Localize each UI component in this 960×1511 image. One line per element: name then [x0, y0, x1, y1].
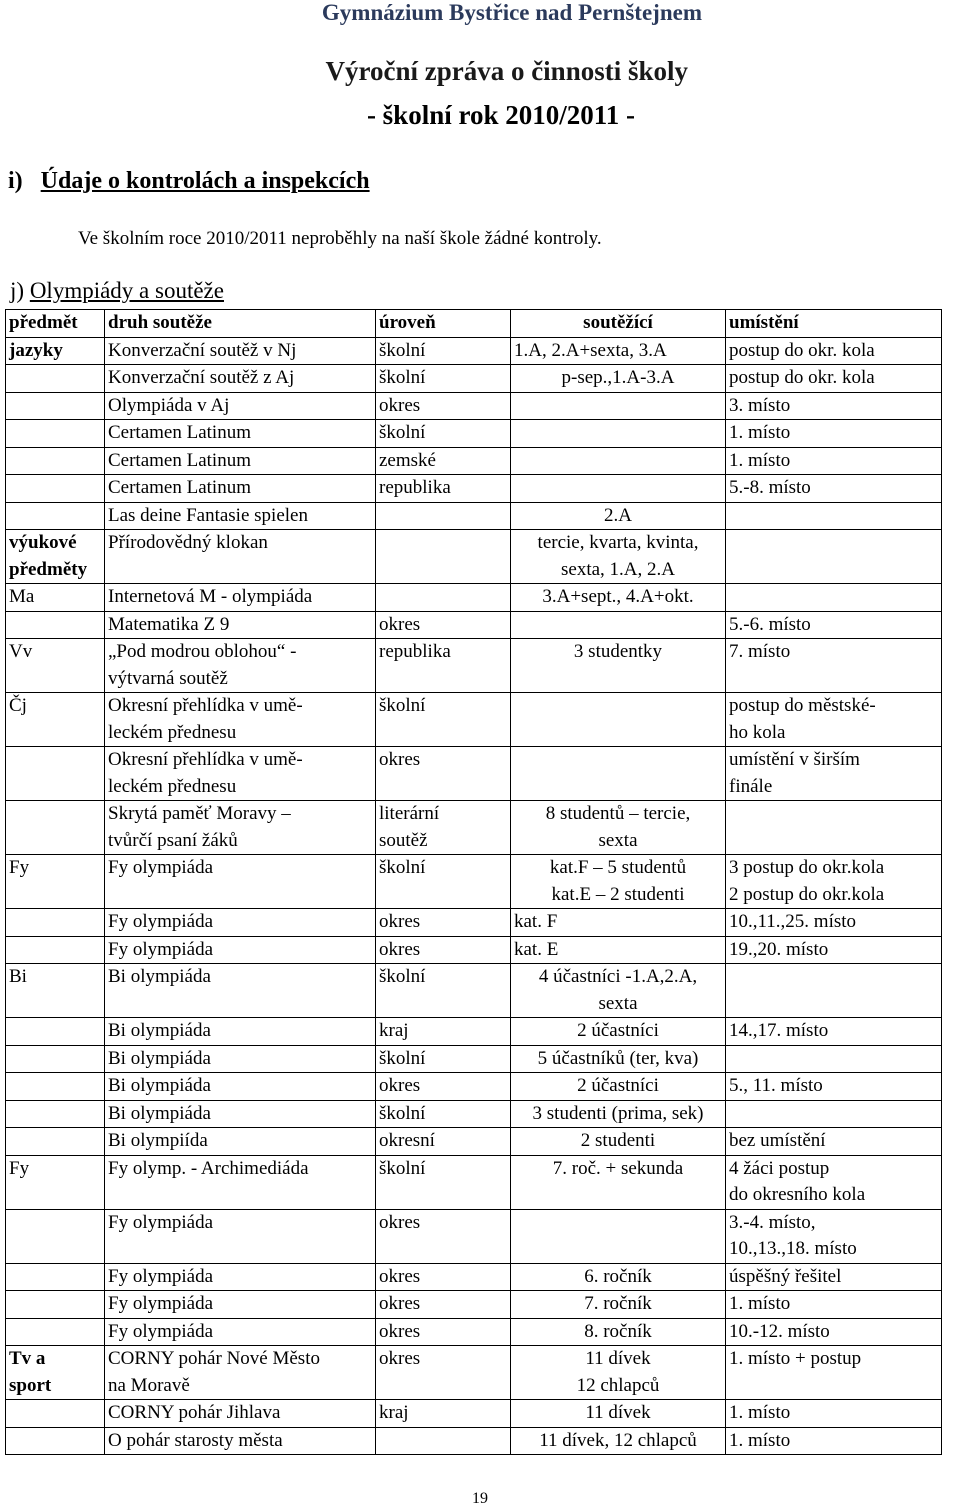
cell-participants — [511, 420, 726, 448]
table-row — [6, 447, 942, 475]
school-name: Gymnázium Bystřice nad Pernštejnem — [321, 0, 702, 25]
cell-placement: 7. místo — [726, 639, 942, 693]
table-row — [6, 1018, 942, 1046]
table-row — [6, 502, 942, 530]
cell-placement — [726, 1045, 942, 1073]
table-row — [6, 1045, 942, 1073]
cell-competition: Okresní přehlídka v umě- leckém přednesu — [105, 747, 376, 801]
cell-placement — [726, 964, 942, 1018]
cell-subject — [6, 1018, 105, 1046]
section-j-heading — [10, 278, 224, 304]
cell-level: školní — [376, 337, 511, 365]
cell-placement: úspěšný řešitel — [726, 1263, 942, 1291]
table-row — [6, 392, 942, 420]
cell-placement: postup do okr. kola — [726, 365, 942, 393]
cell-placement: 3. místo — [726, 392, 942, 420]
table-row — [6, 365, 942, 393]
cell-competition: Konverzační soutěž z Aj — [105, 365, 376, 393]
cell-subject — [6, 1100, 105, 1128]
cell-level: okres — [376, 392, 511, 420]
table-row — [6, 855, 942, 909]
cell-level: okres — [376, 747, 511, 801]
cell-competition: Certamen Latinum — [105, 447, 376, 475]
cell-level — [376, 584, 511, 612]
table-row — [6, 475, 942, 503]
page-number: 19 — [472, 1490, 488, 1507]
table-row — [6, 1291, 942, 1319]
header-level: úroveň — [376, 310, 511, 338]
table-row — [6, 801, 942, 855]
cell-competition: Okresní přehlídka v umě- leckém přednesu — [105, 693, 376, 747]
table-row — [6, 1318, 942, 1346]
cell-participants: 2 studenti — [511, 1128, 726, 1156]
cell-competition: Fy olympiáda — [105, 936, 376, 964]
cell-participants: kat.F – 5 studentů kat.E – 2 studenti — [511, 855, 726, 909]
table-row — [6, 936, 942, 964]
cell-level: okres — [376, 1209, 511, 1263]
cell-placement — [726, 1100, 942, 1128]
table-row — [6, 1155, 942, 1209]
table-row — [6, 964, 942, 1018]
cell-level: školní — [376, 1100, 511, 1128]
section-j-prefix: j) — [10, 278, 25, 303]
cell-participants: tercie, kvarta, kvinta, sexta, 1.A, 2.A — [511, 530, 726, 584]
cell-participants — [511, 447, 726, 475]
cell-level: školní — [376, 420, 511, 448]
cell-participants — [511, 475, 726, 503]
report-title: Výroční zpráva o činnosti školy — [325, 56, 688, 86]
cell-subject — [6, 1128, 105, 1156]
cell-subject: Čj — [6, 693, 105, 747]
table-row — [6, 1263, 942, 1291]
cell-subject — [6, 1291, 105, 1319]
cell-subject — [6, 1209, 105, 1263]
cell-subject — [6, 611, 105, 639]
cell-subject — [6, 936, 105, 964]
table-row — [6, 530, 942, 584]
cell-competition: Matematika Z 9 — [105, 611, 376, 639]
cell-placement: 19.,20. místo — [726, 936, 942, 964]
cell-subject — [6, 1073, 105, 1101]
cell-participants: 6. ročník — [511, 1263, 726, 1291]
cell-participants: 7. ročník — [511, 1291, 726, 1319]
cell-placement: 5., 11. místo — [726, 1073, 942, 1101]
cell-participants: kat. E — [511, 936, 726, 964]
cell-participants — [511, 1209, 726, 1263]
cell-level: okresní — [376, 1128, 511, 1156]
cell-competition: Bi olympiáda — [105, 1018, 376, 1046]
cell-subject — [6, 747, 105, 801]
cell-subject: Fy — [6, 855, 105, 909]
cell-subject: Fy — [6, 1155, 105, 1209]
cell-subject — [6, 1045, 105, 1073]
cell-participants: 7. roč. + sekunda — [511, 1155, 726, 1209]
cell-level — [376, 530, 511, 584]
table-row — [6, 639, 942, 693]
cell-competition: Fy olympiáda — [105, 1291, 376, 1319]
cell-placement: 10.-12. místo — [726, 1318, 942, 1346]
cell-competition: Internetová M - olympiáda — [105, 584, 376, 612]
cell-placement: 1. místo — [726, 1400, 942, 1428]
competitions-table — [5, 309, 942, 1455]
cell-placement — [726, 801, 942, 855]
cell-competition: Fy olympiáda — [105, 1263, 376, 1291]
cell-subject — [6, 365, 105, 393]
cell-competition: Bi olympiáda — [105, 1045, 376, 1073]
cell-placement: 4 žáci postup do okresního kola — [726, 1155, 942, 1209]
table-row — [6, 693, 942, 747]
cell-competition: Olympiáda v Aj — [105, 392, 376, 420]
cell-competition: Certamen Latinum — [105, 420, 376, 448]
cell-competition: Bi olympiáda — [105, 1073, 376, 1101]
cell-level: školní — [376, 964, 511, 1018]
cell-subject — [6, 1400, 105, 1428]
header-placement: umístění — [726, 310, 942, 338]
cell-level: školní — [376, 693, 511, 747]
cell-subject: Ma — [6, 584, 105, 612]
cell-placement — [726, 530, 942, 584]
cell-level: okres — [376, 1073, 511, 1101]
cell-participants: 11 dívek, 12 chlapců — [511, 1427, 726, 1455]
cell-subject — [6, 475, 105, 503]
table-row — [6, 747, 942, 801]
cell-participants — [511, 611, 726, 639]
cell-subject — [6, 447, 105, 475]
cell-level: školní — [376, 1155, 511, 1209]
cell-level — [376, 502, 511, 530]
cell-participants: 11 dívek 12 chlapců — [511, 1346, 726, 1400]
cell-competition: CORNY pohár Jihlava — [105, 1400, 376, 1428]
cell-placement: 1. místo — [726, 420, 942, 448]
cell-placement: 3.-4. místo, 10.,13.,18. místo — [726, 1209, 942, 1263]
cell-participants — [511, 747, 726, 801]
table-row — [6, 1100, 942, 1128]
table-row — [6, 584, 942, 612]
cell-participants: p-sep.,1.A-3.A — [511, 365, 726, 393]
cell-level — [376, 1427, 511, 1455]
cell-level: okres — [376, 1291, 511, 1319]
cell-placement: bez umístění — [726, 1128, 942, 1156]
cell-level: okres — [376, 1318, 511, 1346]
cell-competition: „Pod modrou oblohou“ - výtvarná soutěž — [105, 639, 376, 693]
cell-competition: Las deine Fantasie spielen — [105, 502, 376, 530]
cell-level: školní — [376, 855, 511, 909]
cell-placement — [726, 502, 942, 530]
header-subject: předmět — [6, 310, 105, 338]
cell-subject — [6, 420, 105, 448]
cell-level: okres — [376, 1346, 511, 1400]
table-row — [6, 1073, 942, 1101]
cell-participants: 2 účastníci — [511, 1073, 726, 1101]
cell-level: okres — [376, 611, 511, 639]
section-i-prefix: i) — [8, 168, 23, 194]
cell-placement: 14.,17. místo — [726, 1018, 942, 1046]
cell-competition: O pohár starosty města — [105, 1427, 376, 1455]
cell-competition: Přírodovědný klokan — [105, 530, 376, 584]
cell-competition: CORNY pohár Nové Město na Moravě — [105, 1346, 376, 1400]
section-i-text: Ve školním roce 2010/2011 neproběhly na naší škole žádné kontroly. — [78, 228, 602, 249]
cell-subject — [6, 502, 105, 530]
table-row — [6, 420, 942, 448]
cell-level: zemské — [376, 447, 511, 475]
cell-placement: 1. místo + postup — [726, 1346, 942, 1400]
cell-placement: 5.-8. místo — [726, 475, 942, 503]
cell-subject — [6, 1318, 105, 1346]
cell-competition: Skrytá paměť Moravy – tvůrčí psaní žáků — [105, 801, 376, 855]
cell-participants — [511, 392, 726, 420]
cell-placement: 1. místo — [726, 447, 942, 475]
cell-subject: Tv a sport — [6, 1346, 105, 1400]
cell-competition: Fy olymp. - Archimediáda — [105, 1155, 376, 1209]
table-row — [6, 909, 942, 937]
section-i-title: Údaje o kontrolách a inspekcích — [40, 168, 370, 194]
section-j-title: Olympiády a soutěže — [29, 278, 224, 303]
cell-subject: Bi — [6, 964, 105, 1018]
cell-subject — [6, 1263, 105, 1291]
cell-placement: 1. místo — [726, 1291, 942, 1319]
cell-placement: 5.-6. místo — [726, 611, 942, 639]
school-year: - školní rok 2010/2011 - — [366, 100, 635, 130]
header-competition: druh soutěže — [105, 310, 376, 338]
cell-competition: Konverzační soutěž v Nj — [105, 337, 376, 365]
cell-participants: 4 účastníci -1.A,2.A, sexta — [511, 964, 726, 1018]
cell-participants: 2 účastníci — [511, 1018, 726, 1046]
cell-subject — [6, 392, 105, 420]
cell-subject — [6, 909, 105, 937]
cell-subject: jazyky — [6, 337, 105, 365]
cell-level: republika — [376, 475, 511, 503]
cell-level: republika — [376, 639, 511, 693]
cell-participants: kat. F — [511, 909, 726, 937]
cell-competition: Fy olympiáda — [105, 855, 376, 909]
cell-placement: postup do městské- ho kola — [726, 693, 942, 747]
cell-placement — [726, 584, 942, 612]
cell-subject — [6, 1427, 105, 1455]
table-row — [6, 337, 942, 365]
cell-competition: Bi olympiáda — [105, 1100, 376, 1128]
cell-participants: 5 účastníků (ter, kva) — [511, 1045, 726, 1073]
cell-participants: 1.A, 2.A+sexta, 3.A — [511, 337, 726, 365]
cell-level: literární soutěž — [376, 801, 511, 855]
cell-participants: 8. ročník — [511, 1318, 726, 1346]
table-row — [6, 611, 942, 639]
cell-level: kraj — [376, 1018, 511, 1046]
table-row — [6, 1209, 942, 1263]
cell-level: okres — [376, 936, 511, 964]
header-participants: soutěžící — [511, 310, 726, 338]
section-i-heading — [8, 168, 370, 195]
table-row — [6, 1128, 942, 1156]
cell-placement: 1. místo — [726, 1427, 942, 1455]
cell-subject: výukové předměty — [6, 530, 105, 584]
cell-placement: 3 postup do okr.kola 2 postup do okr.kola — [726, 855, 942, 909]
cell-placement: postup do okr. kola — [726, 337, 942, 365]
cell-competition: Bi olympiída — [105, 1128, 376, 1156]
cell-competition: Fy olympiáda — [105, 1318, 376, 1346]
cell-subject — [6, 801, 105, 855]
cell-level: školní — [376, 1045, 511, 1073]
cell-competition: Fy olympiáda — [105, 1209, 376, 1263]
cell-participants: 11 dívek — [511, 1400, 726, 1428]
cell-participants — [511, 693, 726, 747]
table-header-row — [6, 310, 942, 338]
table-row — [6, 1427, 942, 1455]
cell-competition: Fy olympiáda — [105, 909, 376, 937]
table-row — [6, 1346, 942, 1400]
table-row — [6, 1400, 942, 1428]
cell-subject: Vv — [6, 639, 105, 693]
cell-level: školní — [376, 365, 511, 393]
cell-competition: Certamen Latinum — [105, 475, 376, 503]
cell-level: kraj — [376, 1400, 511, 1428]
cell-placement: umístění v širším finále — [726, 747, 942, 801]
cell-level: okres — [376, 1263, 511, 1291]
cell-competition: Bi olympiáda — [105, 964, 376, 1018]
cell-participants: 8 studentů – tercie, sexta — [511, 801, 726, 855]
cell-participants: 3 studentky — [511, 639, 726, 693]
cell-placement: 10.,11.,25. místo — [726, 909, 942, 937]
table-body — [6, 337, 942, 1455]
cell-participants: 3.A+sept., 4.A+okt. — [511, 584, 726, 612]
cell-participants: 2.A — [511, 502, 726, 530]
cell-level: okres — [376, 909, 511, 937]
cell-participants: 3 studenti (prima, sek) — [511, 1100, 726, 1128]
